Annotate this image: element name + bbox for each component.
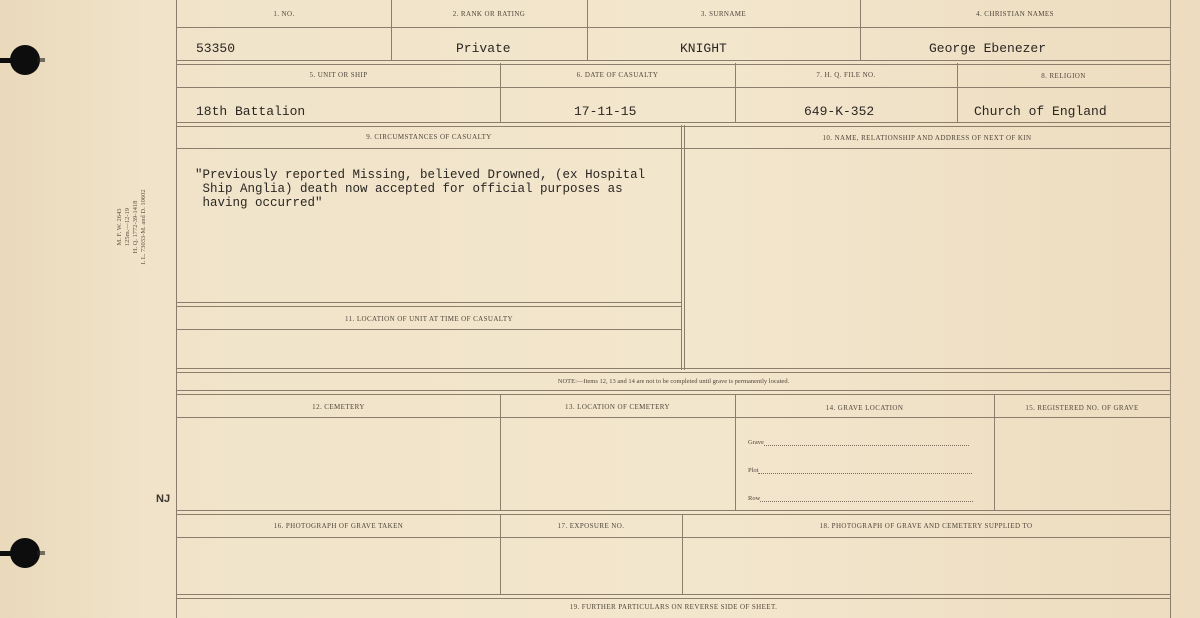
- punch-hole-bottom: [10, 538, 40, 568]
- date-of-casualty-label: 6. DATE OF CASUALTY: [576, 71, 659, 79]
- completion-note: NOTE:—Items 12, 13 and 14 are not to be completed until grave is permanently located.: [557, 378, 790, 385]
- surname-label: 3. SURNAME: [700, 10, 747, 18]
- unit-value: 18th Battalion: [196, 104, 306, 119]
- rank-value: Private: [456, 41, 511, 56]
- exposure-no-label: 17. EXPOSURE NO.: [557, 522, 625, 530]
- cemetery-label: 12. CEMETERY: [312, 403, 365, 411]
- date-of-casualty-value: 17-11-15: [574, 104, 637, 119]
- rank-label: 2. RANK OR RATING: [452, 10, 526, 18]
- christian-names-label: 4. CHRISTIAN NAMES: [976, 10, 1054, 18]
- hq-file-no-label: 7. H. Q. FILE NO.: [816, 71, 876, 79]
- religion-value: Church of England: [974, 104, 1107, 119]
- grave-location-label: 14. GRAVE LOCATION: [825, 404, 904, 412]
- location-of-unit-label: 11. LOCATION OF UNIT AT TIME OF CASUALTY: [345, 315, 513, 323]
- unit-label: 5. UNIT OR SHIP: [309, 71, 368, 79]
- photo-taken-label: 16. PHOTOGRAPH OF GRAVE TAKEN: [273, 522, 404, 530]
- no-value: 53350: [196, 41, 236, 56]
- location-of-cemetery-label: 13. LOCATION OF CEMETERY: [565, 403, 670, 411]
- punch-hole-top: [10, 45, 40, 75]
- religion-label: 8. RELIGION: [1041, 72, 1086, 80]
- registered-no-label: 15. REGISTERED NO. OF GRAVE: [1025, 404, 1139, 412]
- grave-line: Grave: [748, 439, 969, 446]
- form-printer-reference: M. F. W. 2643 125m.—12-19 H. Q. 1772-39-1418 I. L. 73033-M. and D. 10602: [116, 189, 147, 265]
- no-label: 1. NO.: [273, 10, 295, 18]
- circumstances-label: 9. CIRCUMSTANCES OF CASUALTY: [366, 133, 492, 141]
- row-line: Row: [748, 495, 973, 502]
- photo-supplied-label: 18. PHOTOGRAPH OF GRAVE AND CEMETERY SUPPLIED TO: [819, 522, 1033, 530]
- margin-initials: NJ: [156, 493, 171, 505]
- plot-line: Plot: [748, 467, 972, 474]
- circumstances-value: "Previously reported Missing, believed Drowned, (ex Hospital Ship Anglia) death now accepted for official purposes as having occurred": [195, 168, 646, 210]
- hq-file-no-value: 649-K-352: [804, 104, 875, 119]
- surname-value: KNIGHT: [680, 41, 727, 56]
- further-particulars-label: 19. FURTHER PARTICULARS ON REVERSE SIDE OF SHEET.: [569, 603, 778, 611]
- next-of-kin-label: 10. NAME, RELATIONSHIP AND ADDRESS OF NEXT OF KIN: [822, 134, 1032, 142]
- christian-names-value: George Ebenezer: [929, 41, 1047, 56]
